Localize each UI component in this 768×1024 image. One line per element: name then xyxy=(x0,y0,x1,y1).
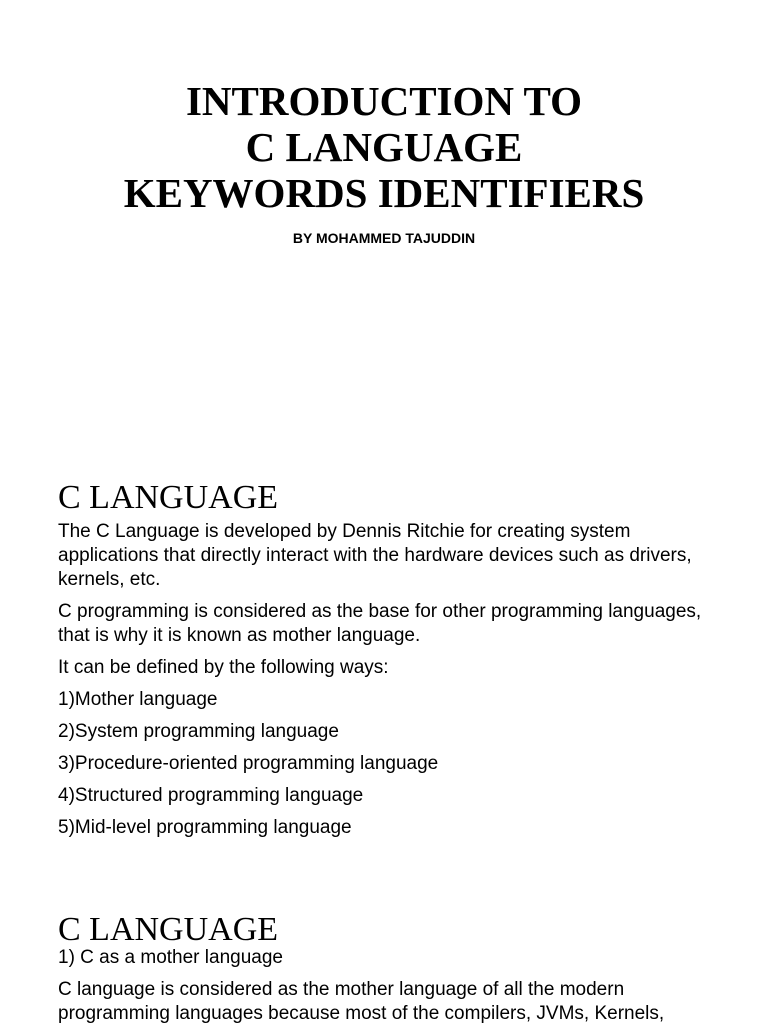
title-slide xyxy=(0,0,768,450)
body-paragraph: The C Language is developed by Dennis Ritchie for creating system applications that directly interact with the hardware devices such as drivers, kernels, etc. xyxy=(58,521,692,590)
list-item: 3)Procedure-oriented programming language xyxy=(58,753,439,774)
title-line-1: INTRODUCTION TO xyxy=(185,78,583,124)
c-language-slide xyxy=(0,470,768,870)
body-paragraph: C language is considered as the mother language of all the modern programming languages because most of the compilers, JVMs, Kernels, xyxy=(58,979,665,1024)
list-item: 1)Mother language xyxy=(58,689,218,710)
body-paragraph: C programming is considered as the base for other programming languages, that is why it is known as mother language. xyxy=(58,601,702,646)
title-line-3: KEYWORDS IDENTIFIERS xyxy=(123,170,645,216)
title-line-2: C LANGUAGE xyxy=(245,124,523,170)
slide-body xyxy=(58,946,718,1024)
slide-heading: C LANGUAGE xyxy=(58,479,279,516)
author-byline: BY MOHAMMED TAJUDDIN xyxy=(292,230,476,246)
slide-heading: C LANGUAGE xyxy=(58,911,279,948)
slide-title xyxy=(0,78,768,216)
list-item: 5)Mid-level programming language xyxy=(58,817,352,838)
slide-body xyxy=(58,520,718,848)
body-paragraph: It can be defined by the following ways: xyxy=(58,657,389,678)
body-paragraph: 1) C as a mother language xyxy=(58,947,283,968)
list-item: 2)System programming language xyxy=(58,721,339,742)
list-item: 4)Structured programming language xyxy=(58,785,364,806)
c-mother-language-slide xyxy=(0,900,768,1024)
